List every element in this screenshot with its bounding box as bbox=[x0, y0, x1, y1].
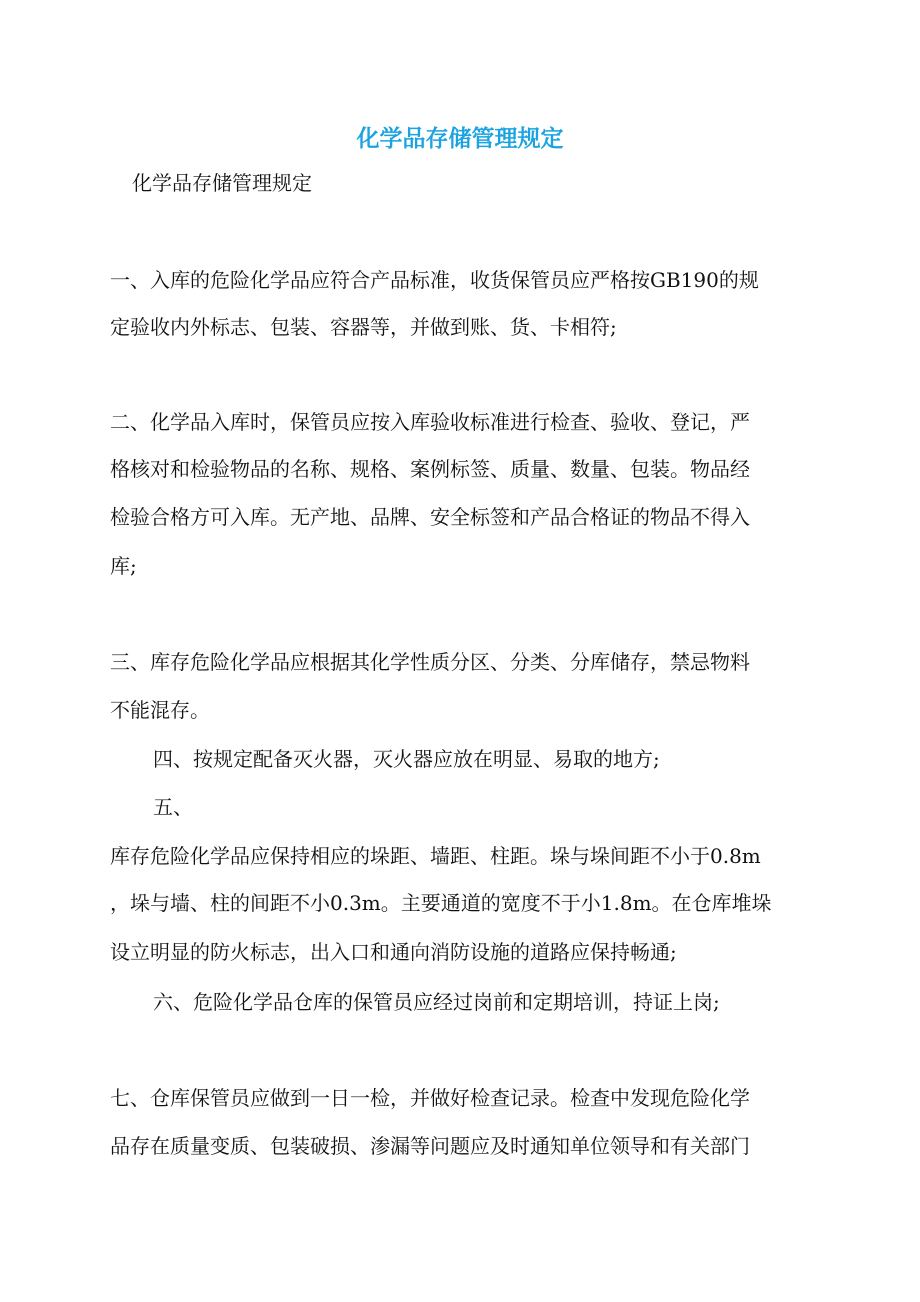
text-line: 格核对和检验物品的名称、规格、案例标签、质量、数量、包装。物品经 bbox=[110, 457, 750, 481]
document-subtitle: 化学品存储管理规定 bbox=[132, 171, 312, 195]
text-line: 品存在质量变质、包装破损、渗漏等问题应及时通知单位领导和有关部门 bbox=[110, 1134, 750, 1158]
text-line: 七、仓库保管员应做到一日一检，并做好检查记录。检查中发现危险化学 bbox=[110, 1086, 750, 1110]
text-line: 三、库存危险化学品应根据其化学性质分区、分类、分库储存，禁忌物料 bbox=[110, 650, 750, 674]
text-line: 检验合格方可入库。无产地、品牌、安全标签和产品合格证的物品不得入 bbox=[110, 505, 750, 529]
text-line: 定验收内外标志、包装、容器等，并做到账、货、卡相符; bbox=[110, 315, 617, 339]
text-line: 六、危险化学品仓库的保管员应经过岗前和定期培训，持证上岗; bbox=[153, 990, 720, 1014]
text-line: 设立明显的防火标志，出入口和通向消防设施的道路应保持畅通; bbox=[110, 940, 677, 964]
text-line: ，垛与墙、柱的间距不小0.3m。主要通道的宽度不于小1.8m。在仓库堆垛 bbox=[110, 891, 772, 915]
text-line: 不能混存。 bbox=[110, 698, 210, 722]
text-line: 一、入库的危险化学品应符合产品标准，收货保管员应严格按GB190的规 bbox=[110, 268, 759, 292]
document-title: 化学品存储管理规定 bbox=[356, 126, 564, 152]
text-line: 五、 bbox=[153, 795, 193, 819]
text-line: 库; bbox=[110, 554, 137, 578]
text-line: 四、按规定配备灭火器，灭火器应放在明显、易取的地方; bbox=[153, 747, 660, 771]
text-line: 二、化学品入库时，保管员应按入库验收标准进行检查、验收、登记，严 bbox=[110, 410, 750, 434]
text-line: 库存危险化学品应保持相应的垛距、墙距、柱距。垛与垛间距不小于0.8m bbox=[110, 844, 761, 868]
